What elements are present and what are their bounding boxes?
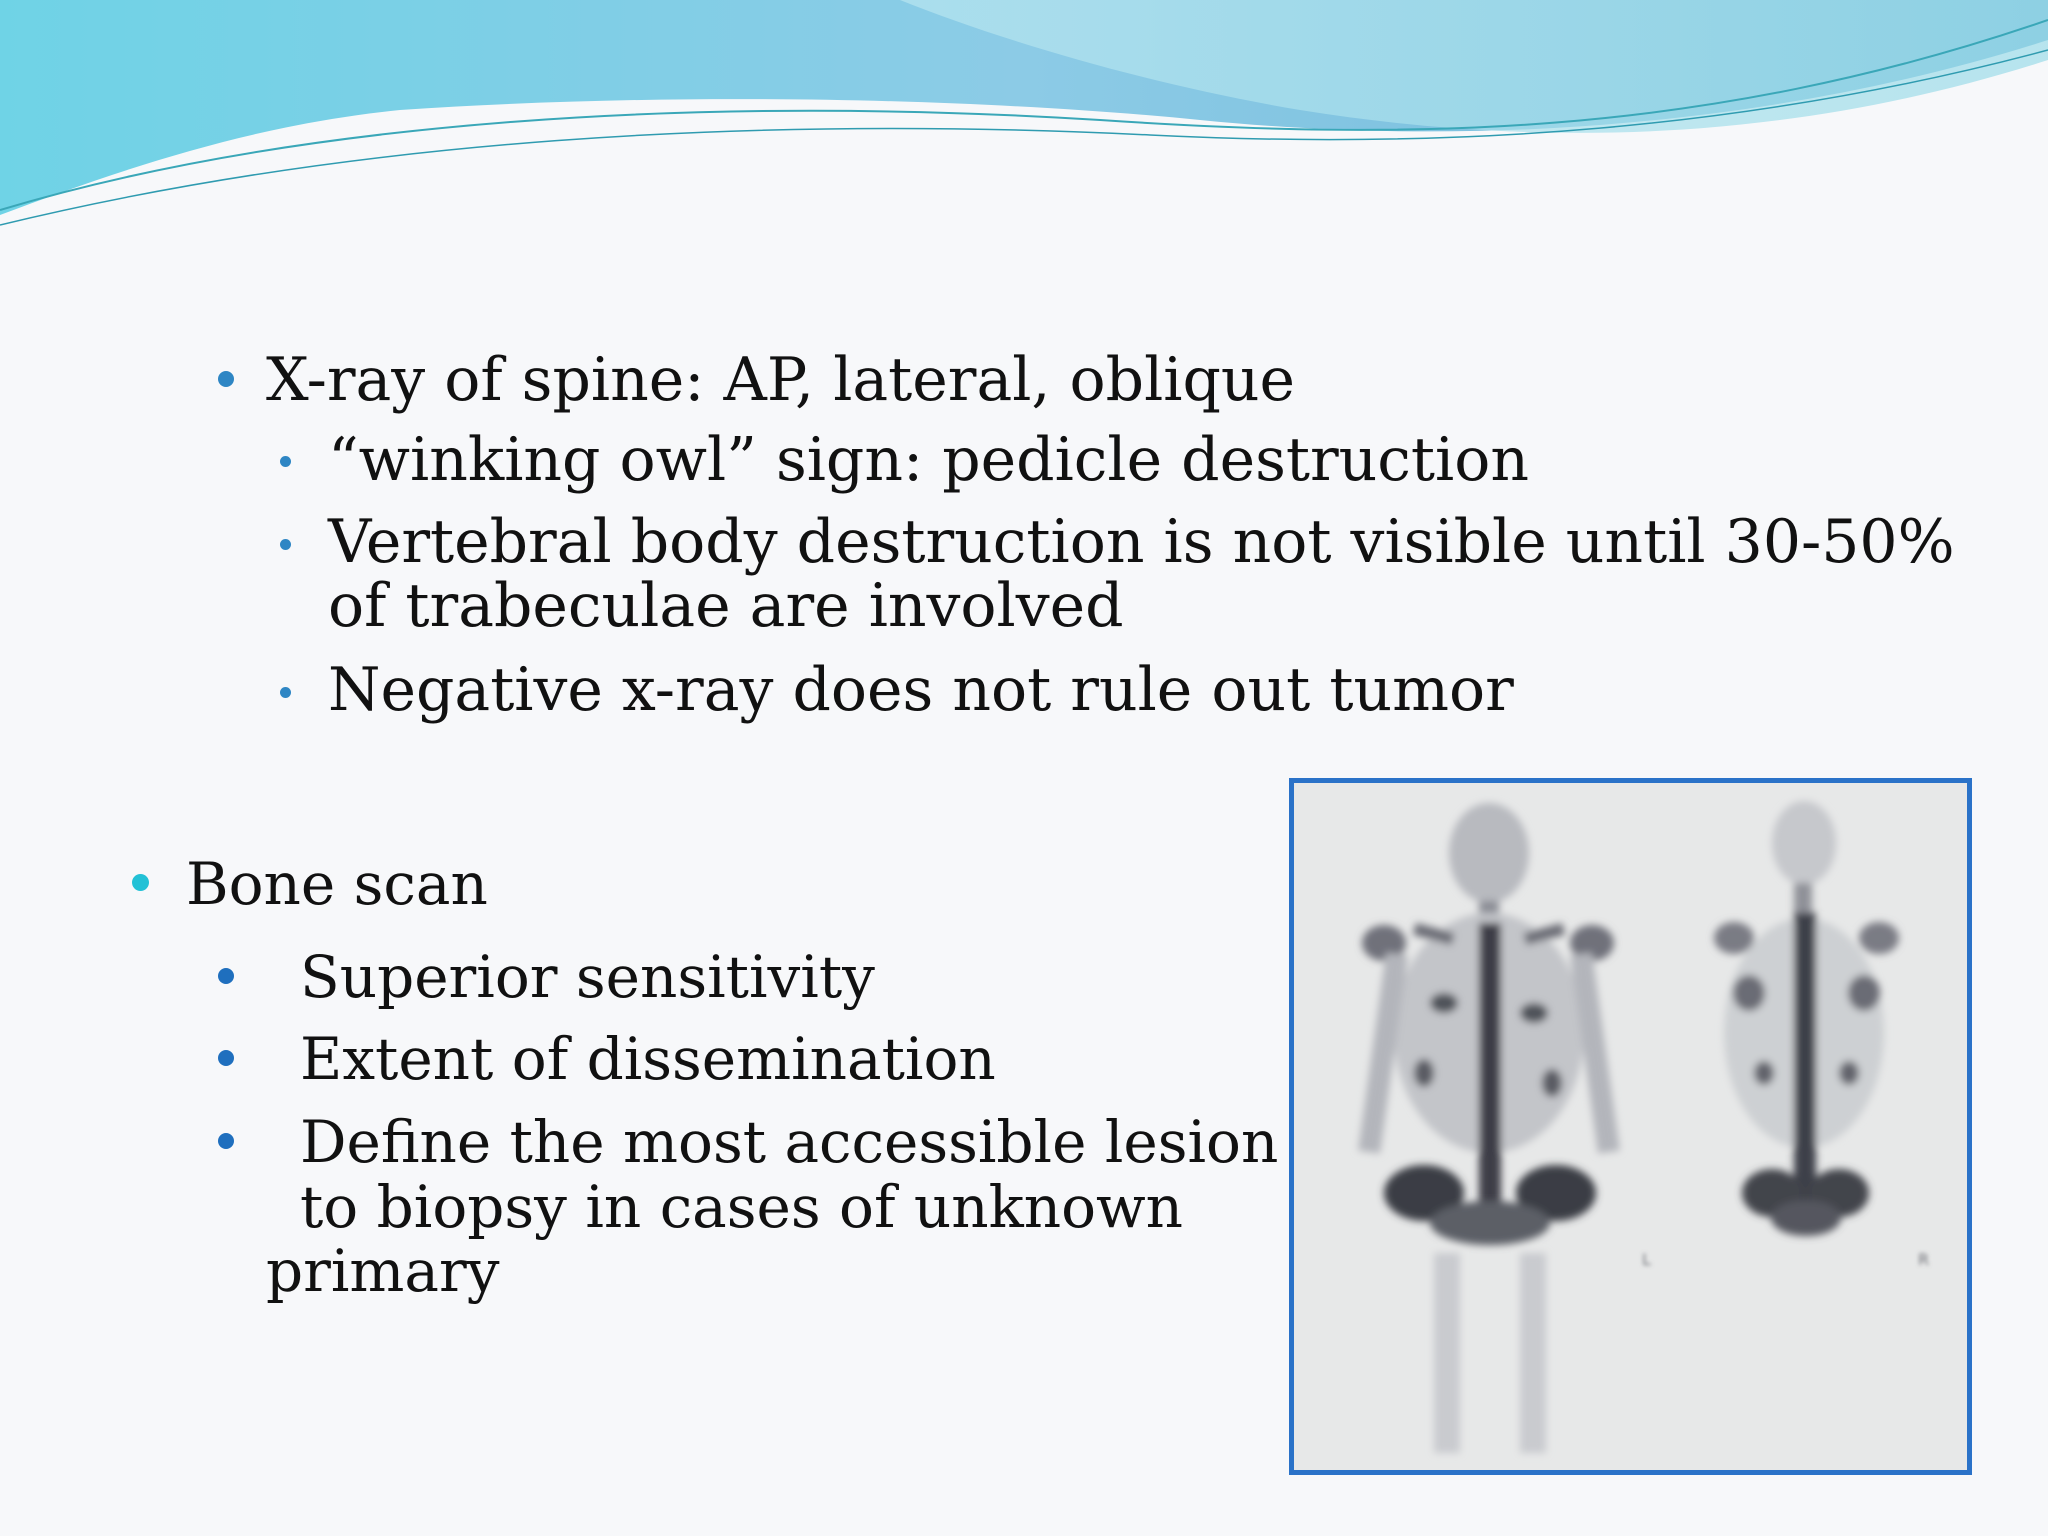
item-winking-owl: “winking owl” sign: pedicle destruction (328, 425, 1529, 495)
item-dissemination: Extent of dissemination (300, 1025, 996, 1093)
item-lesion-line2: to biopsy in cases of unknown (300, 1173, 1183, 1241)
bone-scan-skeletons (1294, 783, 1967, 1470)
bullet-vertebral (280, 539, 291, 550)
bullet-xray (218, 371, 234, 387)
scan-marker-right: R (1918, 1250, 1930, 1269)
bullet-negative (280, 687, 291, 698)
item-lesion-line3: primary (266, 1237, 500, 1305)
bullet-lesion (218, 1133, 234, 1149)
bone-scan-heading: Bone scan (186, 850, 488, 918)
item-vertebral-line1: Vertebral body destruction is not visible until 30-50% (328, 507, 1955, 577)
bullet-sensitivity (218, 968, 234, 984)
item-vertebral-line2: of trabeculae are involved (328, 571, 1124, 641)
scan-marker-left: L (1642, 1250, 1651, 1269)
item-negative-xray: Negative x-ray does not rule out tumor (328, 655, 1514, 725)
bullet-winking-owl (280, 456, 291, 467)
item-lesion-line1: Define the most accessible lesion (300, 1108, 1279, 1176)
item-sensitivity: Superior sensitivity (300, 943, 875, 1011)
header-wave-decoration (0, 0, 2048, 240)
bullet-dissemination (218, 1050, 234, 1066)
bullet-bone-scan (132, 874, 149, 891)
xray-heading: X-ray of spine: AP, lateral, oblique (266, 345, 1296, 415)
bone-scan-image (1289, 778, 1972, 1475)
